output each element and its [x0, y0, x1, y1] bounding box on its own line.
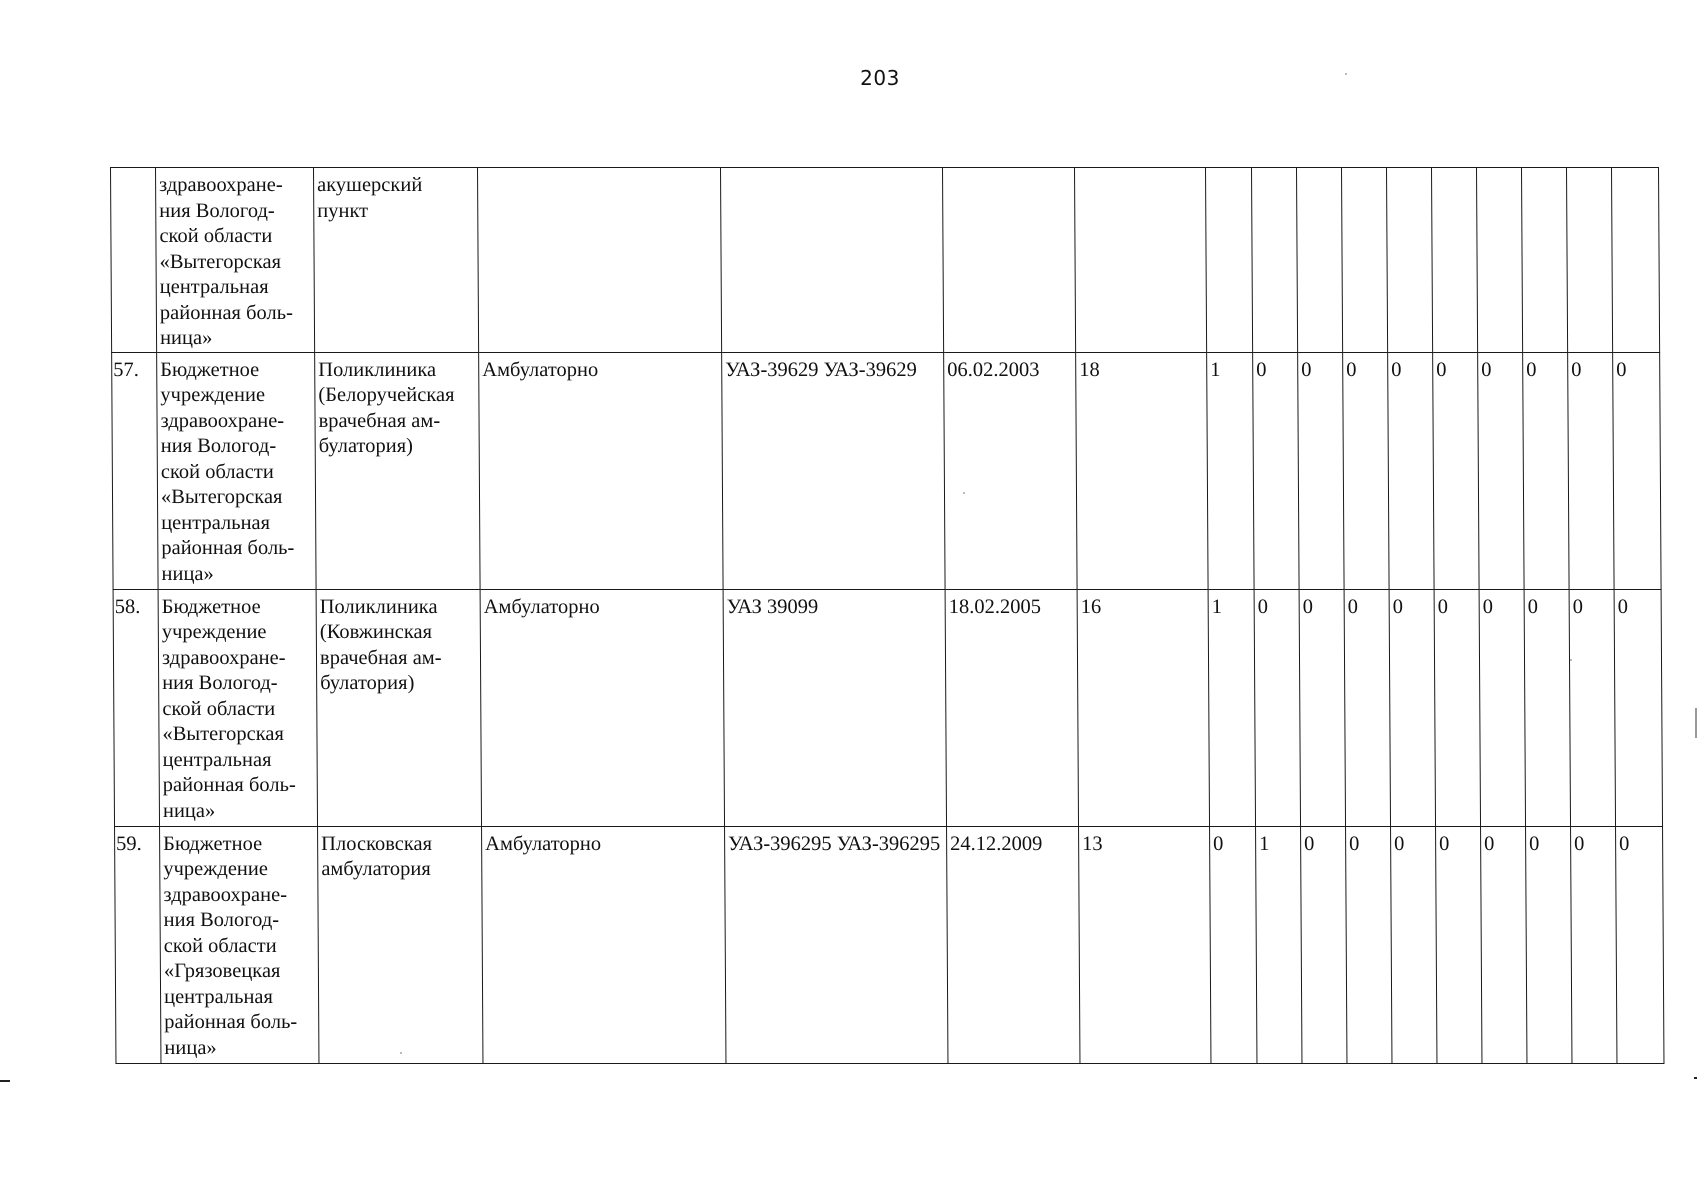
years-cell: 13	[1079, 826, 1211, 1063]
flag-cell	[1252, 168, 1298, 353]
organization-cell: Бюджетное учреждение здравоохране-ния Вологод-ской области «Вытегорская центральная районная боль-ница»	[158, 589, 317, 826]
flag-cell	[1206, 168, 1253, 353]
flag-cell: 0	[1568, 352, 1614, 589]
care-type-cell	[478, 168, 722, 353]
table-row	[112, 352, 1661, 589]
date-cell	[943, 168, 1076, 353]
flag-cell: 0	[1343, 352, 1389, 589]
flag-cell	[1522, 168, 1568, 353]
flag-cell: 0	[1616, 826, 1664, 1063]
flag-cell: 1	[1207, 352, 1254, 589]
flag-cell	[1297, 168, 1343, 353]
flag-cell	[1612, 168, 1660, 353]
flag-cell: 0	[1254, 589, 1300, 826]
flag-cell: 0	[1299, 589, 1345, 826]
flag-cell: 0	[1210, 826, 1257, 1063]
date-cell: 06.02.2003	[944, 352, 1077, 589]
row-number-cell: 58.	[113, 589, 159, 826]
table-row	[115, 826, 1664, 1063]
row-number-cell: 59.	[115, 826, 161, 1063]
vehicle-registry-table	[110, 167, 1664, 1064]
flag-cell: 0	[1388, 352, 1434, 589]
flag-cell: 0	[1523, 352, 1569, 589]
vehicle-model-cell: УАЗ-396295 УАЗ-396295	[725, 826, 948, 1063]
row-number-cell	[111, 168, 157, 353]
row-number-cell: 57.	[112, 352, 158, 589]
flag-cell: 0	[1433, 352, 1479, 589]
flag-cell: 0	[1571, 826, 1617, 1063]
flag-cell: 0	[1298, 352, 1344, 589]
care-type-cell: Амбулаторно	[482, 826, 726, 1063]
flag-cell: 0	[1613, 352, 1661, 589]
table-row	[111, 168, 1660, 353]
flag-cell: 0	[1524, 589, 1570, 826]
organization-cell: Бюджетное учреждение здравоохране-ния Вологод-ской области «Грязовецкая центральная районная боль-ница»	[160, 826, 319, 1063]
organization-cell: здравоохране-ния Вологод-ской области «Вытегорская центральная районная боль-ница»	[156, 168, 315, 353]
years-cell	[1075, 168, 1207, 353]
flag-cell	[1432, 168, 1478, 353]
flag-cell	[1342, 168, 1388, 353]
page-number: 203	[860, 66, 900, 90]
vehicle-model-cell	[721, 168, 944, 353]
flag-cell: 0	[1253, 352, 1299, 589]
vehicle-model-cell: УАЗ-39629 УАЗ-39629	[722, 352, 945, 589]
flag-cell	[1567, 168, 1613, 353]
years-cell: 16	[1077, 589, 1209, 826]
flag-cell: 0	[1481, 826, 1527, 1063]
scan-speck	[963, 492, 965, 494]
flag-cell: 0	[1391, 826, 1437, 1063]
years-cell: 18	[1076, 352, 1208, 589]
flag-cell: 0	[1614, 589, 1662, 826]
care-type-cell: Амбулаторно	[480, 589, 724, 826]
flag-cell: 0	[1434, 589, 1480, 826]
date-cell: 24.12.2009	[947, 826, 1080, 1063]
flag-cell: 0	[1301, 826, 1347, 1063]
care-type-cell: Амбулаторно	[479, 352, 723, 589]
flag-cell: 0	[1569, 589, 1615, 826]
facility-cell: Поликлиника (Белоручейская врачебная ам-булатория)	[315, 352, 480, 589]
organization-cell: Бюджетное учреждение здравоохране-ния Вологод-ской области «Вытегорская центральная районная боль-ница»	[157, 352, 316, 589]
flag-cell: 1	[1208, 589, 1255, 826]
table-row	[113, 589, 1662, 826]
flag-cell	[1387, 168, 1433, 353]
flag-cell: 0	[1389, 589, 1435, 826]
facility-cell: Поликлиника (Ковжинская врачебная ам-булатория)	[316, 589, 481, 826]
vehicle-model-cell: УАЗ 39099	[723, 589, 946, 826]
flag-cell: 0	[1344, 589, 1390, 826]
scan-mark-left	[0, 1080, 10, 1082]
flag-cell: 0	[1346, 826, 1392, 1063]
flag-cell: 1	[1256, 826, 1302, 1063]
scan-speck	[400, 1052, 402, 1054]
facility-cell: акушерский пункт	[314, 168, 479, 353]
flag-cell: 0	[1436, 826, 1482, 1063]
flag-cell	[1477, 168, 1523, 353]
flag-cell: 0	[1478, 352, 1524, 589]
date-cell: 18.02.2005	[945, 589, 1078, 826]
scan-speck	[1570, 659, 1572, 661]
facility-cell: Плосковская амбулатория	[318, 826, 483, 1063]
flag-cell: 0	[1479, 589, 1525, 826]
flag-cell: 0	[1526, 826, 1572, 1063]
scan-speck	[1345, 73, 1347, 75]
